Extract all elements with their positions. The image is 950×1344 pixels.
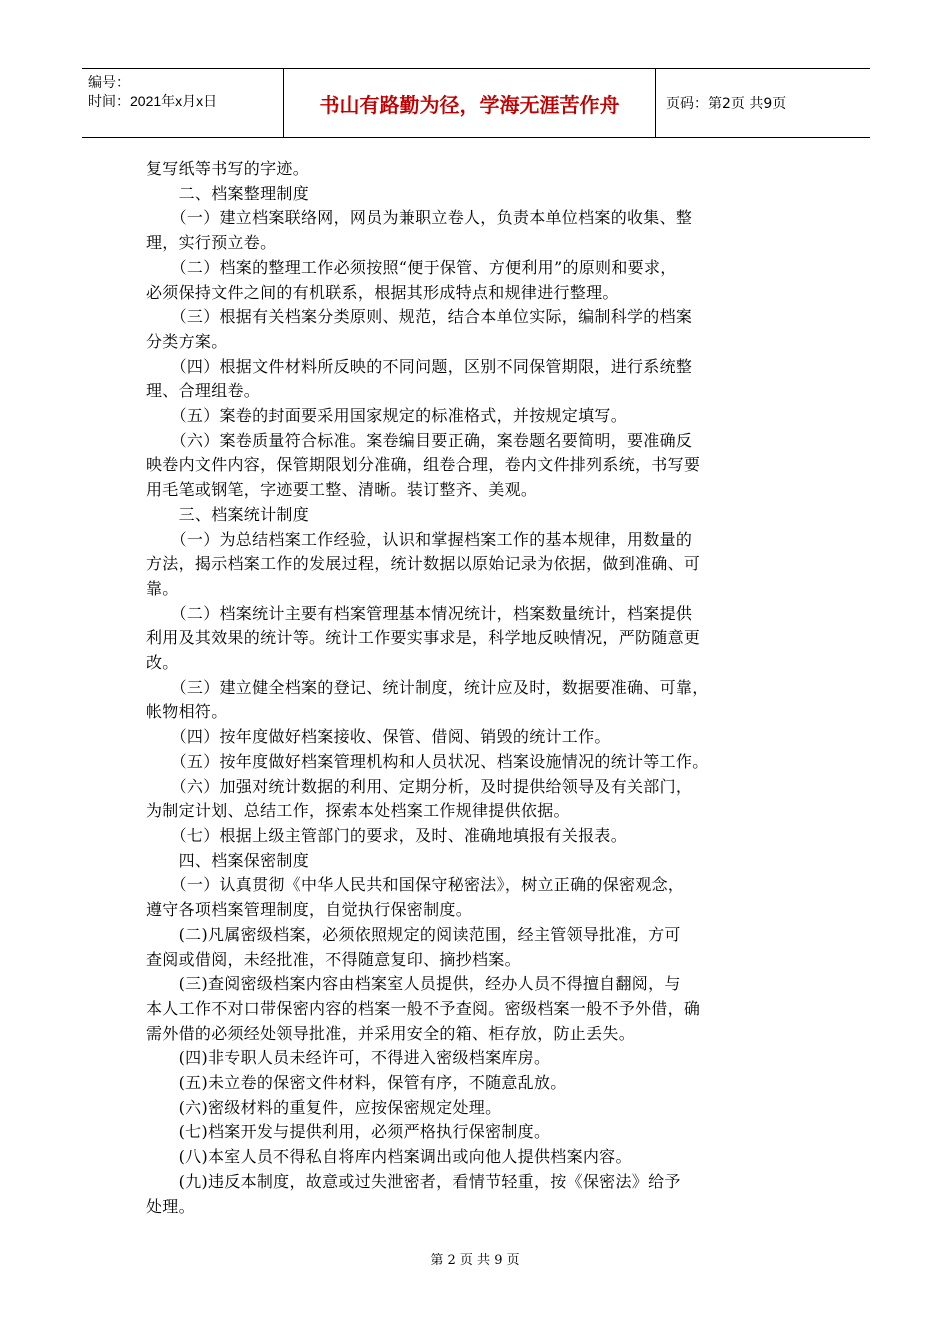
body-text-line: 为制定计划、总结工作，探索本处档案工作规律提供依据。 [146,801,570,821]
body-text-line: 利用及其效果的统计等。统计工作要实事求是，科学地反映情况，严防随意更 [146,628,701,648]
body-text-line: （四）按年度做好档案接收、保管、借阅、销毁的统计工作。 [146,727,611,747]
body-text-line: 改。 [146,653,179,673]
body-text-line: （二）档案统计主要有档案管理基本情况统计，档案数量统计，档案提供 [146,603,693,623]
body-text-line: （二）档案的整理工作必须按照“便于保管、方便利用”的原则和要求， [146,257,677,277]
body-text-line: 帐物相符。 [146,702,228,722]
body-text-line: (八)本室人员不得私自将库内档案调出或向他人提供档案内容。 [146,1147,632,1167]
body-text-line: （四）根据文件材料所反映的不同问题，区别不同保管期限，进行系统整 [146,356,693,376]
body-text-line: （一）为总结档案工作经验，认识和掌握档案工作的基本规律，用数量的 [146,529,693,549]
body-text-line: 方法，揭示档案工作的发展过程，统计数据以原始记录为依据，做到准确、可 [146,554,701,574]
header-motto: 书山有路勤为径，学海无涯苦作舟 [284,69,656,137]
body-text-line: 二、档案整理制度 [146,183,310,203]
document-number: 编号： [88,74,130,90]
body-text-line: 靠。 [146,578,179,598]
body-text-line: （一）认真贯彻《中华人民共和国保守秘密法》，树立正确的保密观念， [146,875,685,895]
body-text-line: （六）加强对统计数据的利用、定期分析，及时提供给领导及有关部门， [146,776,693,796]
body-text-line: 遵守各项档案管理制度，自觉执行保密制度。 [146,900,473,920]
body-text-line: (七)档案开发与提供利用，必须严格执行保密制度。 [146,1122,551,1142]
body-text-line: 查阅或借阅，未经批准，不得随意复印、摘抄档案。 [146,949,521,969]
page-header [82,68,870,138]
body-text-line: （一）建立档案联络网，网员为兼职立卷人，负责本单位档案的收集、整 [146,208,693,228]
document-time: 时间：2021年x月x日 [88,93,218,109]
body-text-line: 理，实行预立卷。 [146,233,277,253]
body-text-line: （七）根据上级主管部门的要求，及时、准确地填报有关报表。 [146,825,628,845]
body-text-line: （五）案卷的封面要采用国家规定的标准格式，并按规定填写。 [146,406,628,426]
body-text-line: 必须保持文件之间的有机联系，根据其形成特点和规律进行整理。 [146,282,619,302]
body-text-line: (六)密级材料的重复件，应按保密规定处理。 [146,1097,502,1117]
body-text-line: (三)查阅密级档案内容由档案室人员提供，经办人员不得擅自翻阅，与 [146,974,681,994]
body-text-line: （六）案卷质量符合标准。案卷编目要正确，案卷题名要简明，要准确反 [146,430,693,450]
body-text-line: 复写纸等书写的字迹。 [146,159,310,178]
body-text-line: 映卷内文件内容，保管期限划分准确，组卷合理，卷内文件排列系统，书写要 [146,455,701,475]
body-text-line: (五)未立卷的保密文件材料，保管有序，不随意乱放。 [146,1073,567,1093]
body-text-line: 分类方案。 [146,331,228,351]
body-text-line: 需外借的必须经处领导批准，并采用安全的箱、柜存放，防止丢失。 [146,1023,636,1043]
body-text-line: （三）根据有关档案分类原则、规范，结合本单位实际，编制科学的档案 [146,307,693,327]
body-text-line: 理、合理组卷。 [146,381,261,401]
body-text-line: (九)违反本制度，故意或过失泄密者，看情节轻重，按《保密法》给予 [146,1171,681,1191]
body-text-line: 处理。 [146,1196,195,1216]
header-page-number: 页码：第2页 共9页 [666,96,787,112]
body-text-line: 用毛笔或钢笔，字迹要工整、清晰。装订整齐、美观。 [146,480,538,500]
body-text-line: 本人工作不对口带保密内容的档案一般不予查阅。密级档案一般不予外借，确 [146,998,701,1018]
header-meta [82,69,284,137]
body-text-line: 三、档案统计制度 [146,504,310,524]
page-footer: 第 2 页 共 9 页 [430,1253,520,1268]
body-text-line: （三）建立健全档案的登记、统计制度，统计应及时，数据要准确、可靠， [146,677,709,697]
body-text-line: （五）按年度做好档案管理机构和人员状况、档案设施情况的统计等工作。 [146,751,709,771]
document-body [146,157,808,1219]
body-text-line: (四)非专职人员未经许可，不得进入密级档案库房。 [146,1048,551,1068]
body-text-line: 四、档案保密制度 [146,850,310,870]
body-text-line: (二)凡属密级档案，必须依照规定的阅读范围，经主管领导批准，方可 [146,924,681,944]
